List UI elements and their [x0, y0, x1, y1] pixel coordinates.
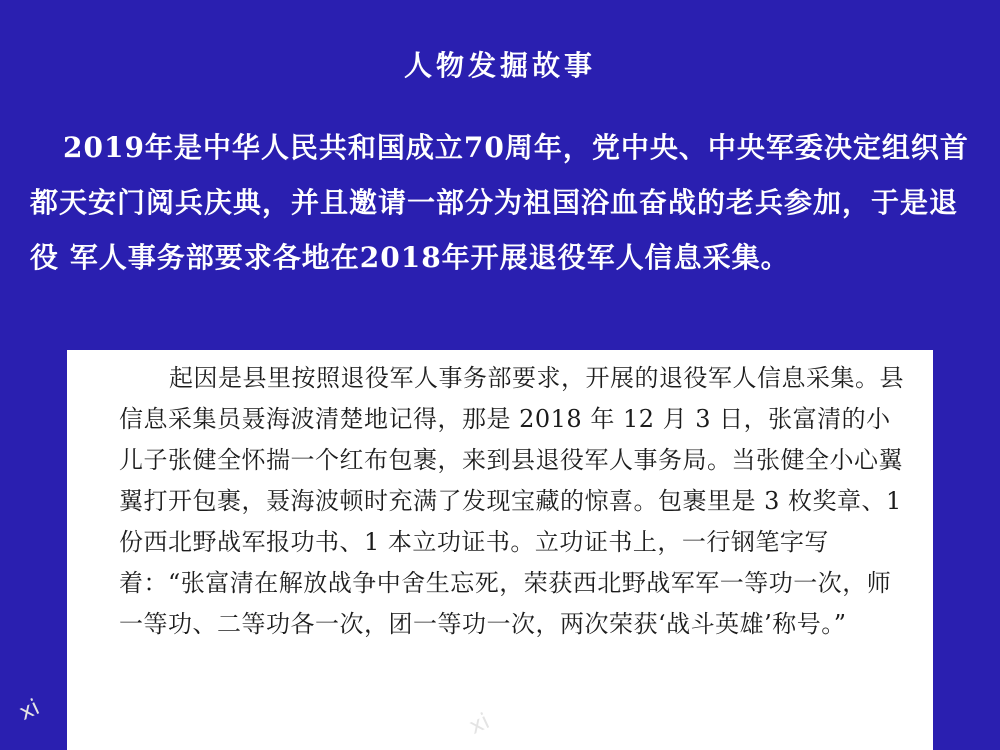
slide-paragraph: 2019年是中华人民共和国成立70周年，党中央、中央军委决定组织首都天安门阅兵庆典，并且邀请一部分为祖国浴血奋战的老兵参加，于是退役 军人事务部要求各地在2018年开展退役军人信息采集。 [30, 131, 969, 274]
excerpt-text: 起因是县里按照退役军人事务部要求，开展的退役军人信息采集。县信息采集员聂海波清楚地记得，那是 2018 年 12 月 3 日，张富清的小儿子张健全怀揣一个红布包裹，来到县退役军人事务局。当张健全小心翼翼打开包裹，聂海波顿时充满了发现宝藏的惊喜。包裹里是 3 枚奖章、1 份西北野战军报功书、1 本立功证书。立功证书上，一行钢笔字写着：“张富清在解放战争中舍生忘死，荣获西北野战军军一等功一次，师一等功、二等功各一次，团一等功一次，两次荣获‘战斗英雄’称号。” [119, 364, 904, 638]
watermark: xi [465, 709, 494, 740]
slide-title: 人物发掘故事 [403, 49, 596, 82]
excerpt-image [67, 350, 933, 750]
watermark: xi [15, 695, 44, 726]
